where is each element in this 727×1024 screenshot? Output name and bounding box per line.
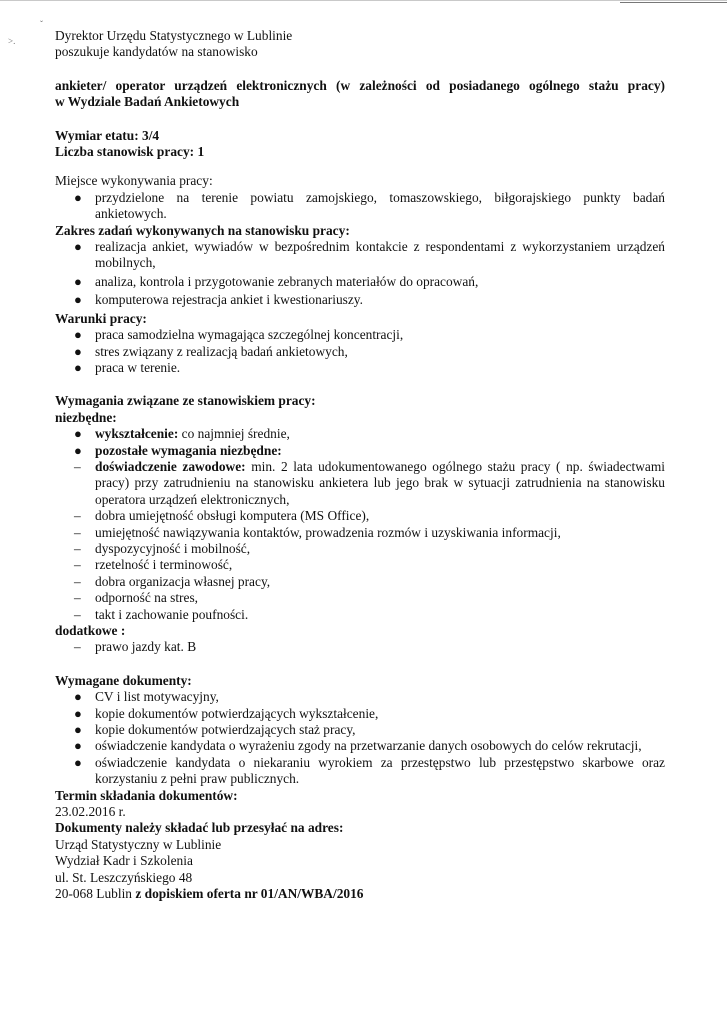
- list-item-text: komputerowa rejestracja ankiet i kwestionariuszy.: [95, 292, 363, 308]
- list-item: [55, 327, 665, 343]
- list-item-text: oświadczenie kandydata o wyrażeniu zgody na przetwarzanie danych osobowych do celów rekrutacji,: [95, 738, 642, 754]
- deadline-section: [55, 788, 665, 821]
- list-item-text: odporność na stres,: [95, 590, 199, 606]
- tasks-section: [55, 223, 665, 309]
- list-item: [55, 443, 665, 459]
- tasks-heading: Zakres zadań wykonywanych na stanowisku pracy:: [55, 222, 350, 238]
- bullet-icon: ●: [74, 426, 82, 442]
- conditions-heading: Warunki pracy:: [55, 310, 147, 326]
- list-item: [55, 689, 665, 705]
- scan-edge-line-right: [620, 2, 727, 3]
- list-item: [55, 508, 665, 524]
- list-item: [55, 426, 665, 442]
- bullet-icon: ●: [74, 442, 82, 458]
- list-item-text: realizacja ankiet, wywiadów w bezpośrednim kontakcie z respondentami z wykorzystaniem urządzeń: [95, 239, 665, 255]
- dash-icon: –: [74, 557, 81, 573]
- bullet-icon: ●: [74, 273, 82, 289]
- conditions-section: [55, 311, 665, 377]
- scan-artifact-mark: ˇ: [40, 19, 43, 29]
- list-item-text: korzystaniu z pełni praw publicznych.: [95, 771, 300, 787]
- dash-icon: –: [74, 639, 81, 655]
- employment-block: [55, 128, 665, 161]
- bullet-icon: ●: [74, 705, 82, 721]
- list-item-text: prawo jazdy kat. B: [95, 639, 197, 655]
- bullet-icon: ●: [74, 327, 82, 343]
- position-title: [55, 78, 665, 111]
- deadline-heading: Termin składania dokumentów:: [55, 787, 238, 803]
- list-item-text: przydzielone na terenie powiatu zamojskiego, tomaszowskiego, biłgorajskiego punkty badań: [95, 189, 665, 205]
- list-item: [55, 639, 665, 655]
- list-item: [55, 557, 665, 573]
- list-item: [55, 360, 665, 376]
- header-block: [55, 28, 665, 61]
- dash-icon: –: [74, 508, 81, 524]
- list-item-text: ankietowych.: [95, 206, 167, 222]
- job-posting-document: [55, 28, 665, 903]
- address-postal-city: 20-068 Lublin: [55, 886, 136, 902]
- list-item-text: kopie dokumentów potwierdzających staż pracy,: [95, 722, 356, 738]
- bullet-icon: ●: [74, 189, 82, 205]
- list-item: [55, 574, 665, 590]
- list-item-text: umiejętność nawiązywania kontaktów, prowadzenia rozmów i uzyskiwania informacji,: [95, 524, 561, 540]
- bullet-icon: ●: [74, 689, 82, 705]
- list-item-text: dobra organizacja własnej pracy,: [95, 573, 271, 589]
- workplace-section: [55, 173, 665, 222]
- list-item: [55, 541, 665, 557]
- experience-text-2: pracy) przy zatrudnieniu na stanowisku ankietera lub jego brak w sytuacji zatrudnienia na stanowisku: [95, 475, 665, 491]
- list-item-text: rzetelność i terminowość,: [95, 557, 233, 573]
- list-item: [55, 239, 665, 272]
- list-item: [55, 722, 665, 738]
- scan-edge-line: [0, 0, 727, 1]
- intro-line: poszukuje kandydatów na stanowisko: [55, 44, 258, 60]
- requirements-section: [55, 393, 665, 656]
- bullet-icon: ●: [74, 343, 82, 359]
- list-item: [55, 755, 665, 788]
- bullet-icon: ●: [74, 292, 82, 308]
- address-line-1: Urząd Statystyczny w Lublinie: [55, 836, 222, 852]
- list-item-text: analiza, kontrola i przygotowanie zebranych materiałów do opracowań,: [95, 273, 479, 289]
- list-item: [55, 344, 665, 360]
- list-item-text: stres związany z realizacją badań ankietowych,: [95, 343, 348, 359]
- bullet-icon: ●: [74, 722, 82, 738]
- list-item: [55, 459, 665, 508]
- list-item-text: praca samodzielna wymagająca szczególnej koncentracji,: [95, 327, 404, 343]
- offer-reference: z dopiskiem oferta nr 01/AN/WBA/2016: [135, 886, 364, 902]
- list-item-text: mobilnych,: [95, 255, 156, 271]
- list-item-text: praca w terenie.: [95, 359, 181, 375]
- bullet-icon: ●: [74, 239, 82, 255]
- deadline-date: 23.02.2016 r.: [55, 804, 126, 820]
- list-item: [55, 292, 665, 308]
- position-title-line2: w Wydziale Badań Ankietowych: [55, 94, 240, 110]
- vacancy-count-text: Liczba stanowisk pracy: 1: [55, 144, 205, 160]
- address-heading: Dokumenty należy składać lub przesyłać na adres:: [55, 820, 344, 836]
- address-section: [55, 820, 665, 902]
- list-item-text: CV i list motywacyjny,: [95, 689, 219, 705]
- list-item: [55, 706, 665, 722]
- education-label: wykształcenie:: [95, 426, 179, 442]
- education-value: co najmniej średnie,: [178, 426, 290, 442]
- workplace-heading: Miejsce wykonywania pracy:: [55, 173, 213, 189]
- list-item-text: kopie dokumentów potwierdzających wykształcenie,: [95, 705, 379, 721]
- list-item: [55, 274, 665, 290]
- requirements-heading: Wymagania związane ze stanowiskiem pracy:: [55, 393, 316, 409]
- other-requirements-label: pozostałe wymagania niezbędne:: [95, 442, 282, 458]
- employer-line: Dyrektor Urzędu Statystycznego w Lublinie: [55, 28, 293, 43]
- dash-icon: –: [74, 573, 81, 589]
- dash-icon: –: [74, 524, 81, 540]
- fte-text: Wymiar etatu: 3/4: [55, 127, 160, 143]
- dash-icon: –: [74, 606, 81, 622]
- list-item: [55, 525, 665, 541]
- position-title-line1: ankieter/ operator urządzeń elektronicznych (w zależności od posiadanego ogólnego stażu pracy): [55, 77, 665, 93]
- list-item-text: dyspozycyjność i mobilność,: [95, 540, 251, 556]
- dash-icon: –: [74, 458, 81, 474]
- list-item: [55, 590, 665, 606]
- required-subheading: niezbędne:: [55, 409, 117, 425]
- experience-text-1: min. 2 lata udokumentowanego ogólnego stażu pracy ( np. świadectwami: [245, 458, 665, 474]
- list-item-text: dobra umiejętność obsługi komputera (MS Office),: [95, 508, 370, 524]
- address-line-3: ul. St. Leszczyńskiego 48: [55, 869, 193, 885]
- experience-label: doświadczenie zawodowe:: [95, 458, 246, 474]
- dash-icon: –: [74, 590, 81, 606]
- list-item: [55, 607, 665, 623]
- bullet-icon: ●: [74, 359, 82, 375]
- documents-section: [55, 673, 665, 788]
- additional-subheading: dodatkowe :: [55, 623, 126, 638]
- dash-icon: –: [74, 540, 81, 556]
- address-line-2: Wydział Kadr i Szkolenia: [55, 853, 193, 869]
- bullet-icon: ●: [74, 738, 82, 754]
- list-item-text: oświadczenie kandydata o niekaraniu wyrokiem za przestępstwo lub przestępstwo skarbowe oraz: [95, 754, 665, 770]
- list-item: [55, 190, 665, 223]
- bullet-icon: ●: [74, 754, 82, 770]
- experience-text-3: operatora urządzeń elektronicznych,: [95, 491, 290, 507]
- documents-heading: Wymagane dokumenty:: [55, 672, 192, 688]
- list-item-text: takt i zachowanie poufności.: [95, 606, 249, 622]
- list-item: [55, 738, 665, 754]
- scan-artifact-mark: >.: [8, 36, 16, 46]
